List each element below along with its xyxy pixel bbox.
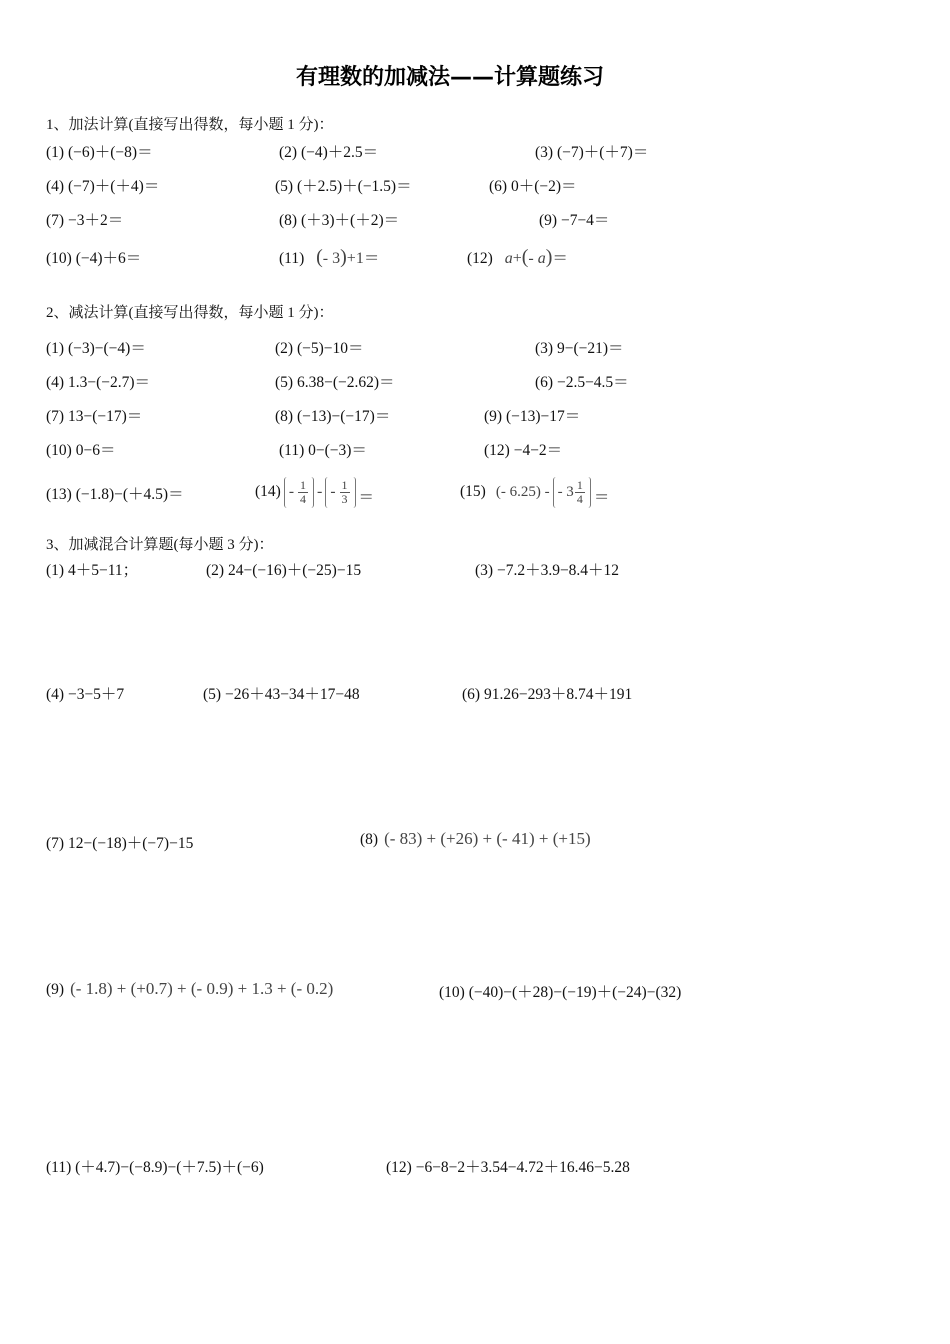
problem-3-11: (11) (＋4.7)−(−8.9)−(＋7.5)＋(−6) [46,1159,264,1176]
problem-3-2: (2) 24−(−16)＋(−25)−15 [206,562,362,579]
problem-3-3: (3) −7.2＋3.9−8.4＋12 [475,562,620,579]
absolute-value-2: - $\frac{1}{3}$ [325,477,355,508]
problem-2-8: (8) (−13)−(−17)＝ [275,408,391,425]
page-title: 有理数的加减法——计算题练习 [296,65,605,90]
problem-3-8: (8) (- 83) + (+26) + (- 41) + (+15) [360,829,591,848]
section-3-heading: 3、加减混合计算题(每小题 3 分)： [46,537,274,553]
absolute-value-1: - $\frac{1}{4}$ [284,477,314,508]
problem-2-13: (13) (−1.8)−(＋4.5)＝ [46,486,184,503]
problem-2-11: (11) 0−(−3)＝ [279,442,367,459]
problem-2-2: (2) (−5)−10＝ [275,340,364,357]
problem-1-2: (2) (−4)＋2.5＝ [279,144,379,161]
problem-1-7: (7) −3＋2＝ [46,212,124,229]
problem-2-6: (6) −2.5−4.5＝ [535,374,629,391]
problem-1-6: (6) 0＋(−2)＝ [489,178,577,195]
problem-3-10: (10) (−40)−(＋28)−(−19)＋(−24)−(32) [439,984,682,1001]
problem-3-1: (1) 4＋5−11； [46,562,139,579]
problem-1-3: (3) (−7)＋(＋7)＝ [535,144,649,161]
problem-3-6: (6) 91.26−293＋8.74＋191 [462,686,633,703]
problem-1-11: (11) (- 3)+1＝ [279,246,380,268]
problem-3-9: (9) (- 1.8) + (+0.7) + (- 0.9) + 1.3 + (- 0.2) [46,979,334,998]
problem-2-7: (7) 13−(−17)＝ [46,408,143,425]
problem-2-9: (9) (−13)−17＝ [484,408,581,425]
problem-1-4: (4) (−7)＋(＋4)＝ [46,178,160,195]
problem-2-12: (12) −4−2＝ [484,442,563,459]
problem-2-5: (5) 6.38−(−2.62)＝ [275,374,395,391]
problem-3-4: (4) −3−5＋7 [46,686,125,703]
problem-1-1: (1) (−6)＋(−8)＝ [46,144,153,161]
problem-2-10: (10) 0−6＝ [46,442,116,459]
absolute-value-3: - 3 $\frac{1}{4}$ [553,477,591,508]
problem-2-14: (14) - $\frac{1}{4}$ - - $\frac{1}{3}$ ＝ [255,477,375,506]
problem-1-12: (12) a+(- a)＝ [467,246,568,268]
problem-2-15: (15) (- 6.25) - - 3 $\frac{1}{4}$ ＝ [460,477,610,506]
problem-3-5: (5) −26＋43−34＋17−48 [203,686,360,703]
section-1-heading: 1、加法计算(直接写出得数，每小题 1 分)： [46,117,334,133]
problem-2-4: (4) 1.3−(−2.7)＝ [46,374,151,391]
problem-1-5: (5) (＋2.5)＋(−1.5)＝ [275,178,412,195]
problem-2-3: (3) 9−(−21)＝ [535,340,624,357]
section-2-heading: 2、减法计算(直接写出得数，每小题 1 分)： [46,305,334,321]
problem-3-7: (7) 12−(−18)＋(−7)−15 [46,835,194,852]
problem-2-1: (1) (−3)−(−4)＝ [46,340,146,357]
problem-1-8: (8) (＋3)＋(＋2)＝ [279,212,400,229]
problem-1-10: (10) (−4)＋6＝ [46,250,142,267]
problem-1-9: (9) −7−4＝ [539,212,610,229]
problem-3-12: (12) −6−8−2＋3.54−4.72＋16.46−5.28 [386,1159,630,1176]
